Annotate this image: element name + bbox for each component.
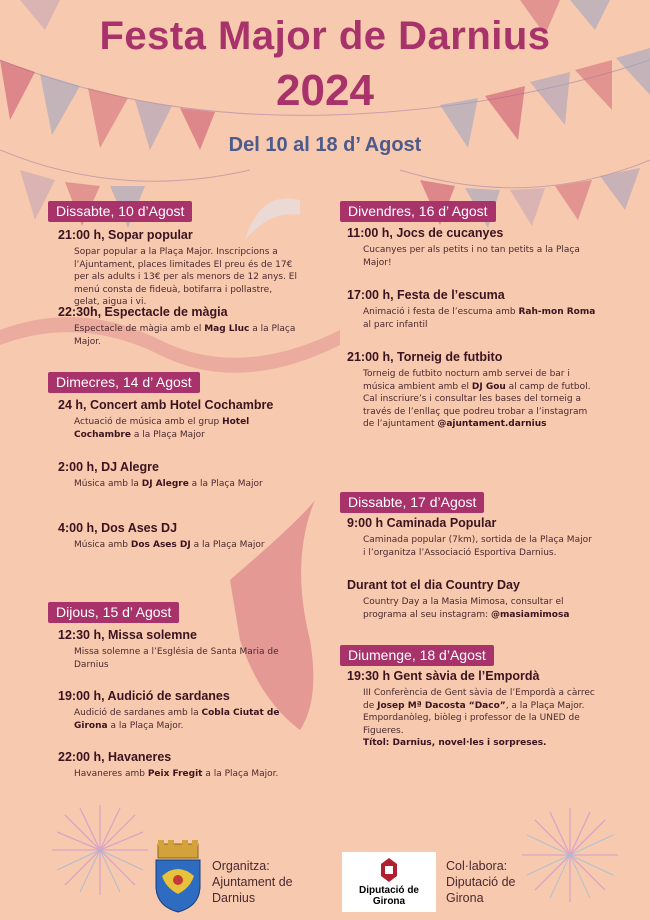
event-sopar-popular [58, 228, 298, 309]
day-header-dimecres-14: Dimecres, 14 d’ Agost [48, 372, 200, 393]
event-title: 19:00 h, Audició de sardanes [58, 689, 230, 703]
collabora-name: Diputació de Girona [446, 875, 516, 905]
event-description: Actuació de música amb el grup Hotel Cochambre a la Plaça Major [74, 417, 250, 440]
event-caminada-popular [347, 516, 597, 559]
collabora-label: Col·labora: [446, 859, 508, 873]
collabora-block [446, 858, 526, 906]
organitza-label: Organitza: [212, 859, 270, 873]
day-header-dijous-15: Dijous, 15 d’ Agost [48, 602, 179, 623]
page-title: Festa Major de Darnius [99, 14, 551, 58]
event-description: Country Day a la Masia Mimosa, consultar el programa al seu instagram: @masiamimosa [363, 597, 570, 620]
organitza-name: Ajuntament de Darnius [212, 875, 293, 905]
diputacio-girona-logo [342, 852, 436, 912]
organitza-block [212, 858, 302, 906]
event-description: III Conferència de Gent sàvia de l’Empordà a càrrec de Josep Mª Dacosta “Daco”, a la Plaça Major. Empordanòleg, biòleg i professor de la UNED de Figueres. Títol: Darnius, novel·les i sorpreses. [363, 688, 595, 748]
event-title: 21:00 h, Torneig de futbito [347, 350, 503, 364]
event-dj-alegre [58, 460, 298, 491]
event-missa-solemne [58, 628, 298, 671]
darnius-coat-of-arms-icon [150, 840, 206, 914]
event-description: Sopar popular a la Plaça Major. Inscripcions a l’Ajuntament, places limitades El preu és de 17€ per als adults i 13€ per als menors de 12 anys. El menú consta de fideuà, botifarra i pollastre, gelat, aigua i vi. [74, 247, 297, 307]
event-title: 9:00 h Caminada Popular [347, 516, 497, 530]
event-description: Animació i festa de l’escuma amb Rah-mon Roma al parc infantil [363, 307, 596, 330]
event-description: Missa solemne a l’Església de Santa Maria de Darnius [74, 647, 279, 670]
event-espectacle-magia [58, 305, 298, 348]
event-description: Música amb la DJ Alegre a la Plaça Major [74, 479, 263, 489]
event-havaneres [58, 750, 298, 781]
event-title: 12:30 h, Missa solemne [58, 628, 197, 642]
event-description: Música amb Dos Ases DJ a la Plaça Major [74, 540, 265, 550]
page-year: 2024 [276, 66, 374, 115]
event-festa-escuma [347, 288, 597, 331]
event-country-day [347, 578, 597, 621]
day-header-diumenge-18: Diumenge, 18 d’Agost [340, 645, 494, 666]
event-title: 19:30 h Gent sàvia de l’Empordà [347, 669, 540, 683]
diputacio-logo-text: Diputació de Girona [358, 885, 419, 907]
festival-dates: Del 10 al 18 d’ Agost [228, 134, 422, 156]
event-description: Espectacle de màgia amb el Mag Lluc a la Plaça Major. [74, 324, 296, 347]
event-description: Audició de sardanes amb la Cobla Ciutat de Girona a la Plaça Major. [74, 708, 280, 731]
right-column [325, 0, 650, 800]
event-description: Havaneres amb Peix Fregit a la Plaça Major. [74, 769, 279, 779]
diputacio-emblem-icon [377, 856, 401, 884]
event-dos-ases-dj [58, 521, 298, 552]
event-jocs-cucanyes [347, 226, 597, 269]
event-description: Cucanyes per als petits i no tan petits a la Plaça Major! [363, 245, 580, 268]
event-gent-savia [347, 669, 597, 750]
event-title: 4:00 h, Dos Ases DJ [58, 521, 178, 535]
event-title: 21:00 h, Sopar popular [58, 228, 193, 242]
event-audicio-sardanes [58, 689, 298, 732]
event-description: Torneig de futbito nocturn amb servei de bar i música ambient amb el DJ Gou al camp de futbol. Cal inscriure’s i consultar les bases del torneig a través de l’enllaç que podreu trobar a l’instagram de l’ajuntament @ajuntament.darnius [363, 369, 591, 429]
event-title: 17:00 h, Festa de l’escuma [347, 288, 505, 302]
event-title: Durant tot el dia Country Day [347, 578, 520, 592]
event-description: Caminada popular (7km), sortida de la Plaça Major i l’organitza l’Associació Esportiva Darnius. [363, 535, 592, 558]
event-title: 22:30h, Espectacle de màgia [58, 305, 228, 319]
event-concert-hotel-cochambre [58, 398, 298, 441]
day-header-dissabte-10: Dissabte, 10 d’Agost [48, 201, 192, 222]
event-title: 24 h, Concert amb Hotel Cochambre [58, 398, 274, 412]
event-torneig-futbito [347, 350, 597, 431]
event-title: 11:00 h, Jocs de cucanyes [347, 226, 504, 240]
left-column [0, 0, 325, 800]
event-title: 22:00 h, Havaneres [58, 750, 172, 764]
day-header-divendres-16: Divendres, 16 d’ Agost [340, 201, 496, 222]
event-title: 2:00 h, DJ Alegre [58, 460, 159, 474]
day-header-dissabte-17: Dissabte, 17 d’Agost [340, 492, 484, 513]
